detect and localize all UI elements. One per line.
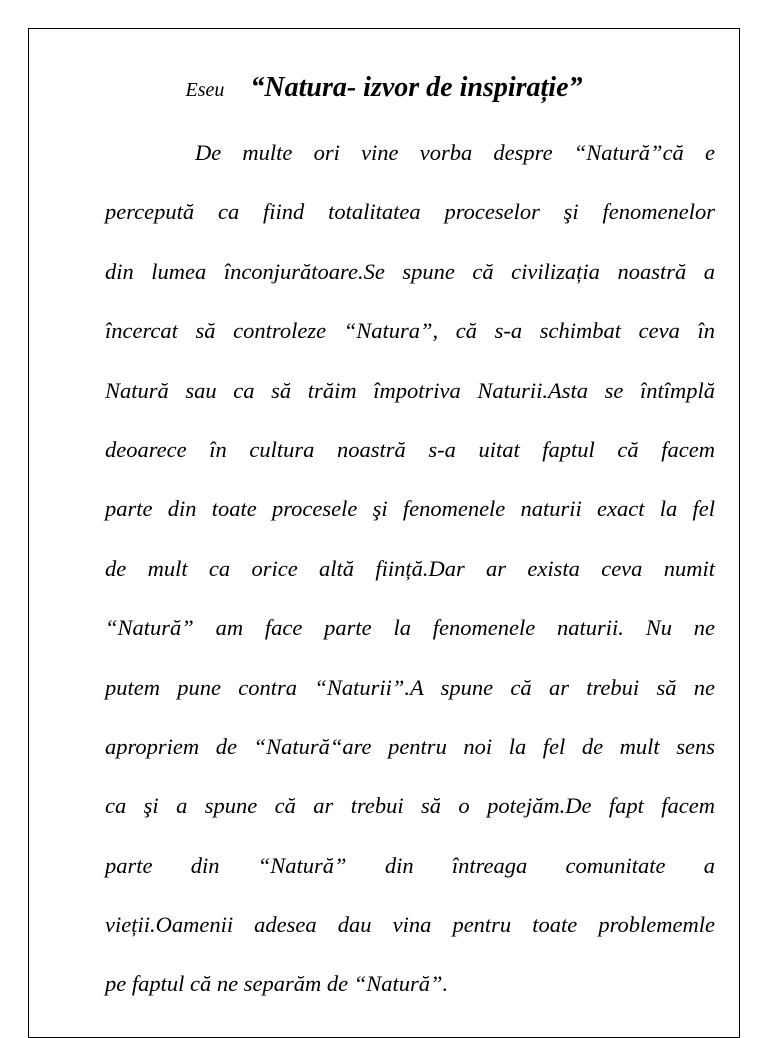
essay-line: din lumea înconjurătoare.Se spune că civilizația noastră a (105, 258, 715, 284)
essay-line: încercat să controleze “Natura”, că s-a schimbat ceva în (105, 318, 715, 344)
essay-heading (0, 72, 768, 104)
essay-line: parte din toate procesele şi fenomenele naturii exact la fel (105, 496, 715, 522)
essay-line: Natură sau ca să trăim împotriva Naturii.Asta se întîmplă (105, 377, 715, 403)
essay-line: De multe ori vine vorba despre “Natură”că e (195, 140, 715, 165)
essay-line: putem pune contra “Naturii”.A spune că ar trebui să ne (105, 674, 715, 700)
essay-line: parte din “Natură” din întreaga comunitate a (105, 852, 715, 878)
essay-line: vieții.Oamenii adesea dau vina pentru toate problememle (105, 912, 715, 938)
essay-line: ca şi a spune că ar trebui să o potejăm.De fapt facem (105, 793, 715, 819)
essay-body (105, 123, 715, 1014)
essay-line: apropriem de “Natură“are pentru noi la fel de mult sens (105, 733, 715, 759)
essay-title: “Natura- izvor de inspirație” (250, 72, 583, 103)
essay-line: de mult ca orice altă ființă.Dar ar exista ceva numit (105, 555, 715, 581)
essay-line: deoarece în cultura noastră s-a uitat faptul că facem (105, 436, 715, 462)
essay-label: Eseu (185, 79, 225, 101)
essay-line: percepută ca fiind totalitatea proceselor şi fenomenelor (105, 199, 715, 225)
essay-line: pe faptul că ne separăm de “Natură”. (105, 971, 449, 997)
essay-line: “Natură” am face parte la fenomenele naturii. Nu ne (105, 615, 715, 641)
